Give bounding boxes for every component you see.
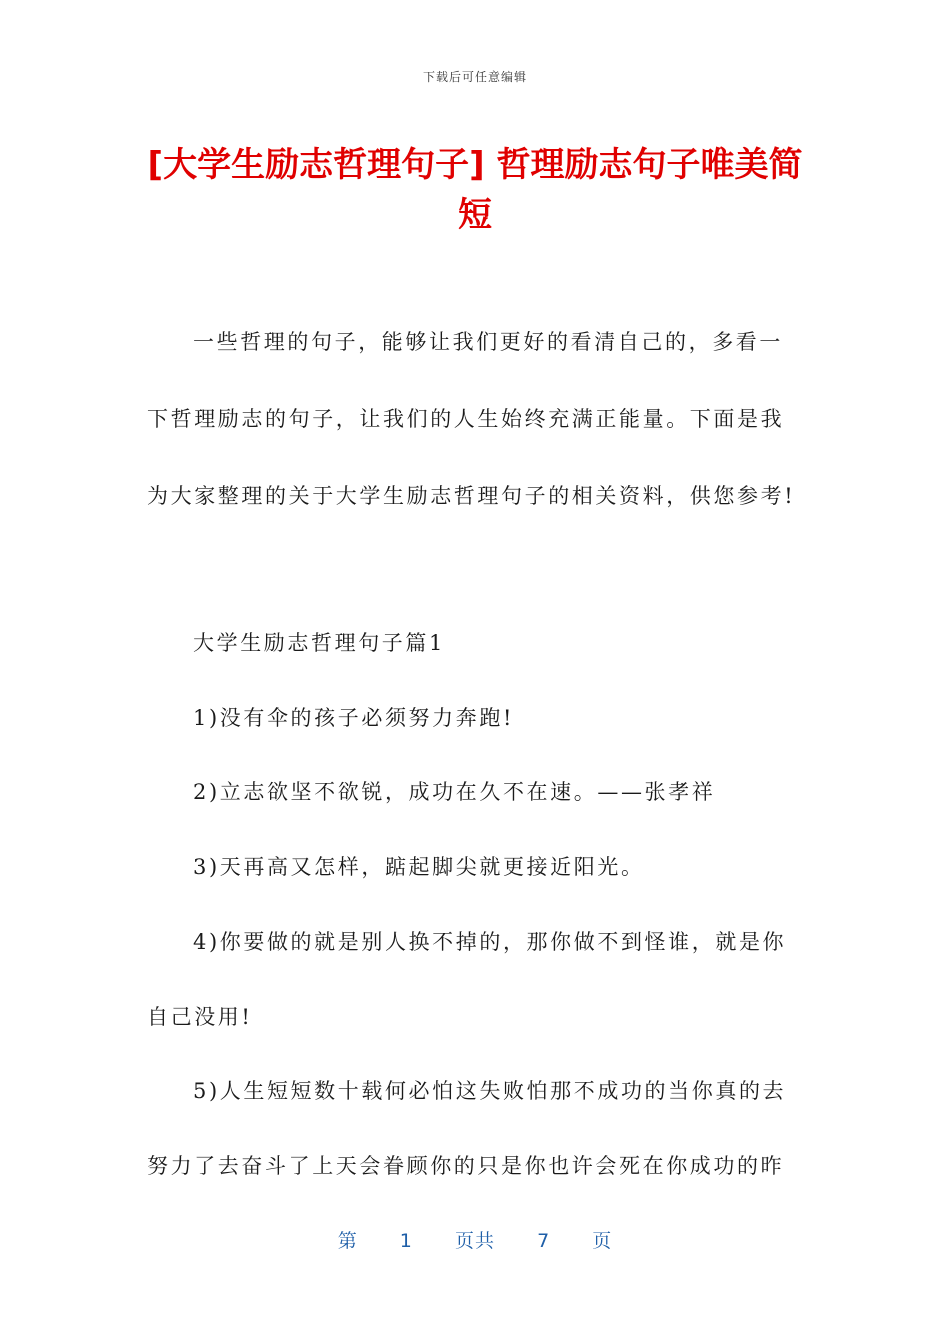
title-line-2: 短	[458, 195, 492, 235]
intro-line-2: 下哲理励志的句子，让我们的人生始终充满正能量。下面是我	[147, 407, 785, 431]
intro-line-3: 为大家整理的关于大学生励志哲理句子的相关资料，供您参考!	[147, 484, 796, 508]
list-item-3: 3)天再高又怎样，踮起脚尖就更接近阳光。	[193, 855, 645, 879]
footer-mid: 页共	[454, 1230, 495, 1252]
footer-suffix: 页	[592, 1230, 613, 1252]
title-line-1: [大学生励志哲理句子] 哲理励志句子唯美简	[147, 145, 803, 185]
list-item-1: 1)没有伞的孩子必须努力奔跑!	[193, 706, 514, 730]
footer-total-pages: 7	[537, 1230, 551, 1252]
list-item-4-line-2: 自己没用!	[147, 1005, 253, 1029]
footer-page-number: 1	[399, 1230, 413, 1252]
footer-prefix: 第	[337, 1230, 358, 1252]
page-footer	[0, 1226, 950, 1253]
section-heading: 大学生励志哲理句子篇1	[193, 631, 445, 655]
header-note: 下载后可任意编辑	[422, 70, 527, 84]
list-item-5-line-2: 努力了去奋斗了上天会眷顾你的只是你也许会死在你成功的昨	[147, 1154, 785, 1178]
intro-line-1: 一些哲理的句子，能够让我们更好的看清自己的，多看一	[193, 330, 783, 354]
list-item-5-line-1: 5)人生短短数十载何必怕这失败怕那不成功的当你真的去	[193, 1079, 787, 1103]
list-item-4-line-1: 4)你要做的就是别人换不掉的，那你做不到怪谁，就是你	[193, 930, 787, 954]
list-item-2: 2)立志欲坚不欲锐，成功在久不在速。——张孝祥	[193, 780, 716, 804]
document-title	[130, 140, 820, 240]
